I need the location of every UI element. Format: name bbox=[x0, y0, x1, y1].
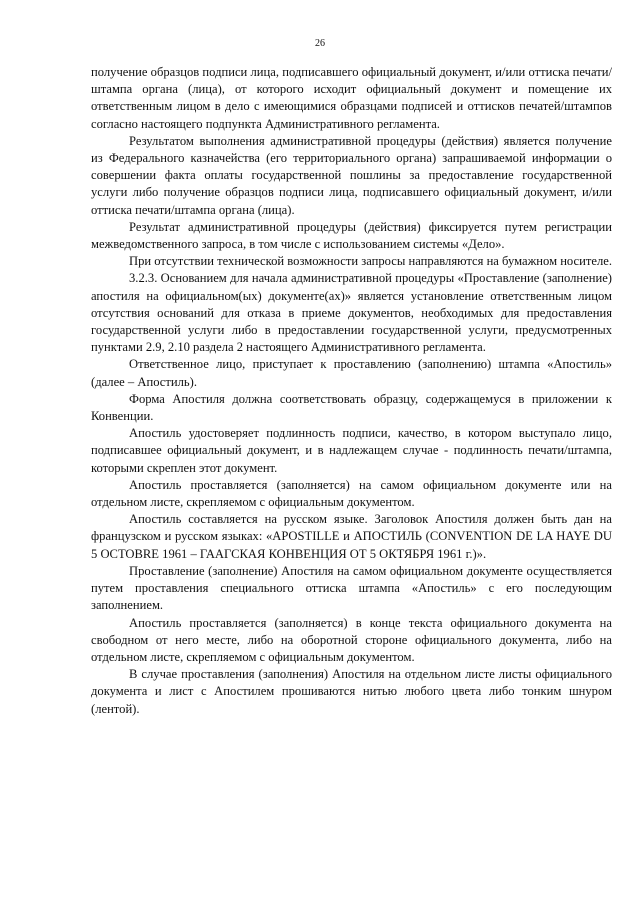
paragraph: Форма Апостиля должна соответствовать образцу, содержащемуся в приложении к Конвенции. bbox=[91, 391, 612, 424]
paragraph: При отсутствии технической возможности запросы направляются на бумажном носителе. bbox=[129, 254, 612, 269]
paragraph: Апостиль проставляется (заполняется) в конце текста официального документа на свободном от него месте, либо на оборотной стороне официального документа, либо на отдельном листе, скрепляемом с официальным документом. bbox=[91, 615, 612, 664]
paragraph: получение образцов подписи лица, подписавшего официальный документ, и/или оттиска печати/штампа органа (лица), от которого исходит официальный документ и помещение их ответственным лицом в дело с имеющимися образцами подписей и оттисков печатей/штампов согласно настоящего подпункта Административного регламента. bbox=[91, 65, 612, 131]
paragraph: 3.2.3. Основанием для начала административной процедуры «Проставление (заполнение) апостиля на официальном(ых) документе(ах)» является установление ответственным лицом отсутствия оснований для отказа в приеме документов, необходимых для предоставления государственной услуги либо в предоставлении государственной услуги, предусмотренных пунктами 2.9, 2.10 раздела 2 настоящего Административного регламента. bbox=[91, 271, 612, 355]
paragraph: Проставление (заполнение) Апостиля на самом официальном документе осуществляется путем проставления специального оттиска штампа «Апостиль» с его последующим заполнением. bbox=[91, 563, 612, 613]
page-number: 26 bbox=[315, 38, 325, 49]
paragraph: Апостиль проставляется (заполняется) на самом официальном документе или на отдельном листе, скрепляемом с официальным документом. bbox=[91, 477, 612, 510]
document-body bbox=[91, 64, 612, 718]
paragraph: Апостиль удостоверяет подлинность подписи, качество, в котором выступало лицо, подписавшее официальный документ, и в надлежащем случае - подлинность печати/штампа, которыми скреплен этот документ. bbox=[91, 426, 612, 475]
paragraph: Результатом выполнения административной процедуры (действия) является получение из Федерального казначейства (его территориального органа) запрашиваемой информации о совершении факта оплаты государственной пошлины за предоставление государственной услуги либо получение образцов подписи лица, подписавшего официальный документ, и/или оттиска печати/штампа органа (лица). bbox=[91, 133, 612, 217]
paragraph: Ответственное лицо, приступает к проставлению (заполнению) штампа «Апостиль» (далее – Апостиль). bbox=[91, 357, 612, 389]
paragraph: Апостиль составляется на русском языке. Заголовок Апостиля должен быть дан на французском и русском языках: «APOSTILLE и АПОСТИЛЬ (CONVENTION DE LA HAYE DU 5 OCTOBRE 1961 – ГААГСКАЯ КОНВЕНЦИЯ ОТ 5 ОКТЯБРЯ 1961 г.)». bbox=[91, 512, 612, 561]
paragraph: Результат административной процедуры (действия) фиксируется путем регистрации межведомственного запроса, в том числе с использованием системы «Дело». bbox=[91, 219, 612, 252]
paragraph: В случае проставления (заполнения) Апостиля на отдельном листе листы официального документа и лист с Апостилем прошиваются нитью любого цвета либо тонким шнуром (лентой). bbox=[91, 667, 612, 716]
